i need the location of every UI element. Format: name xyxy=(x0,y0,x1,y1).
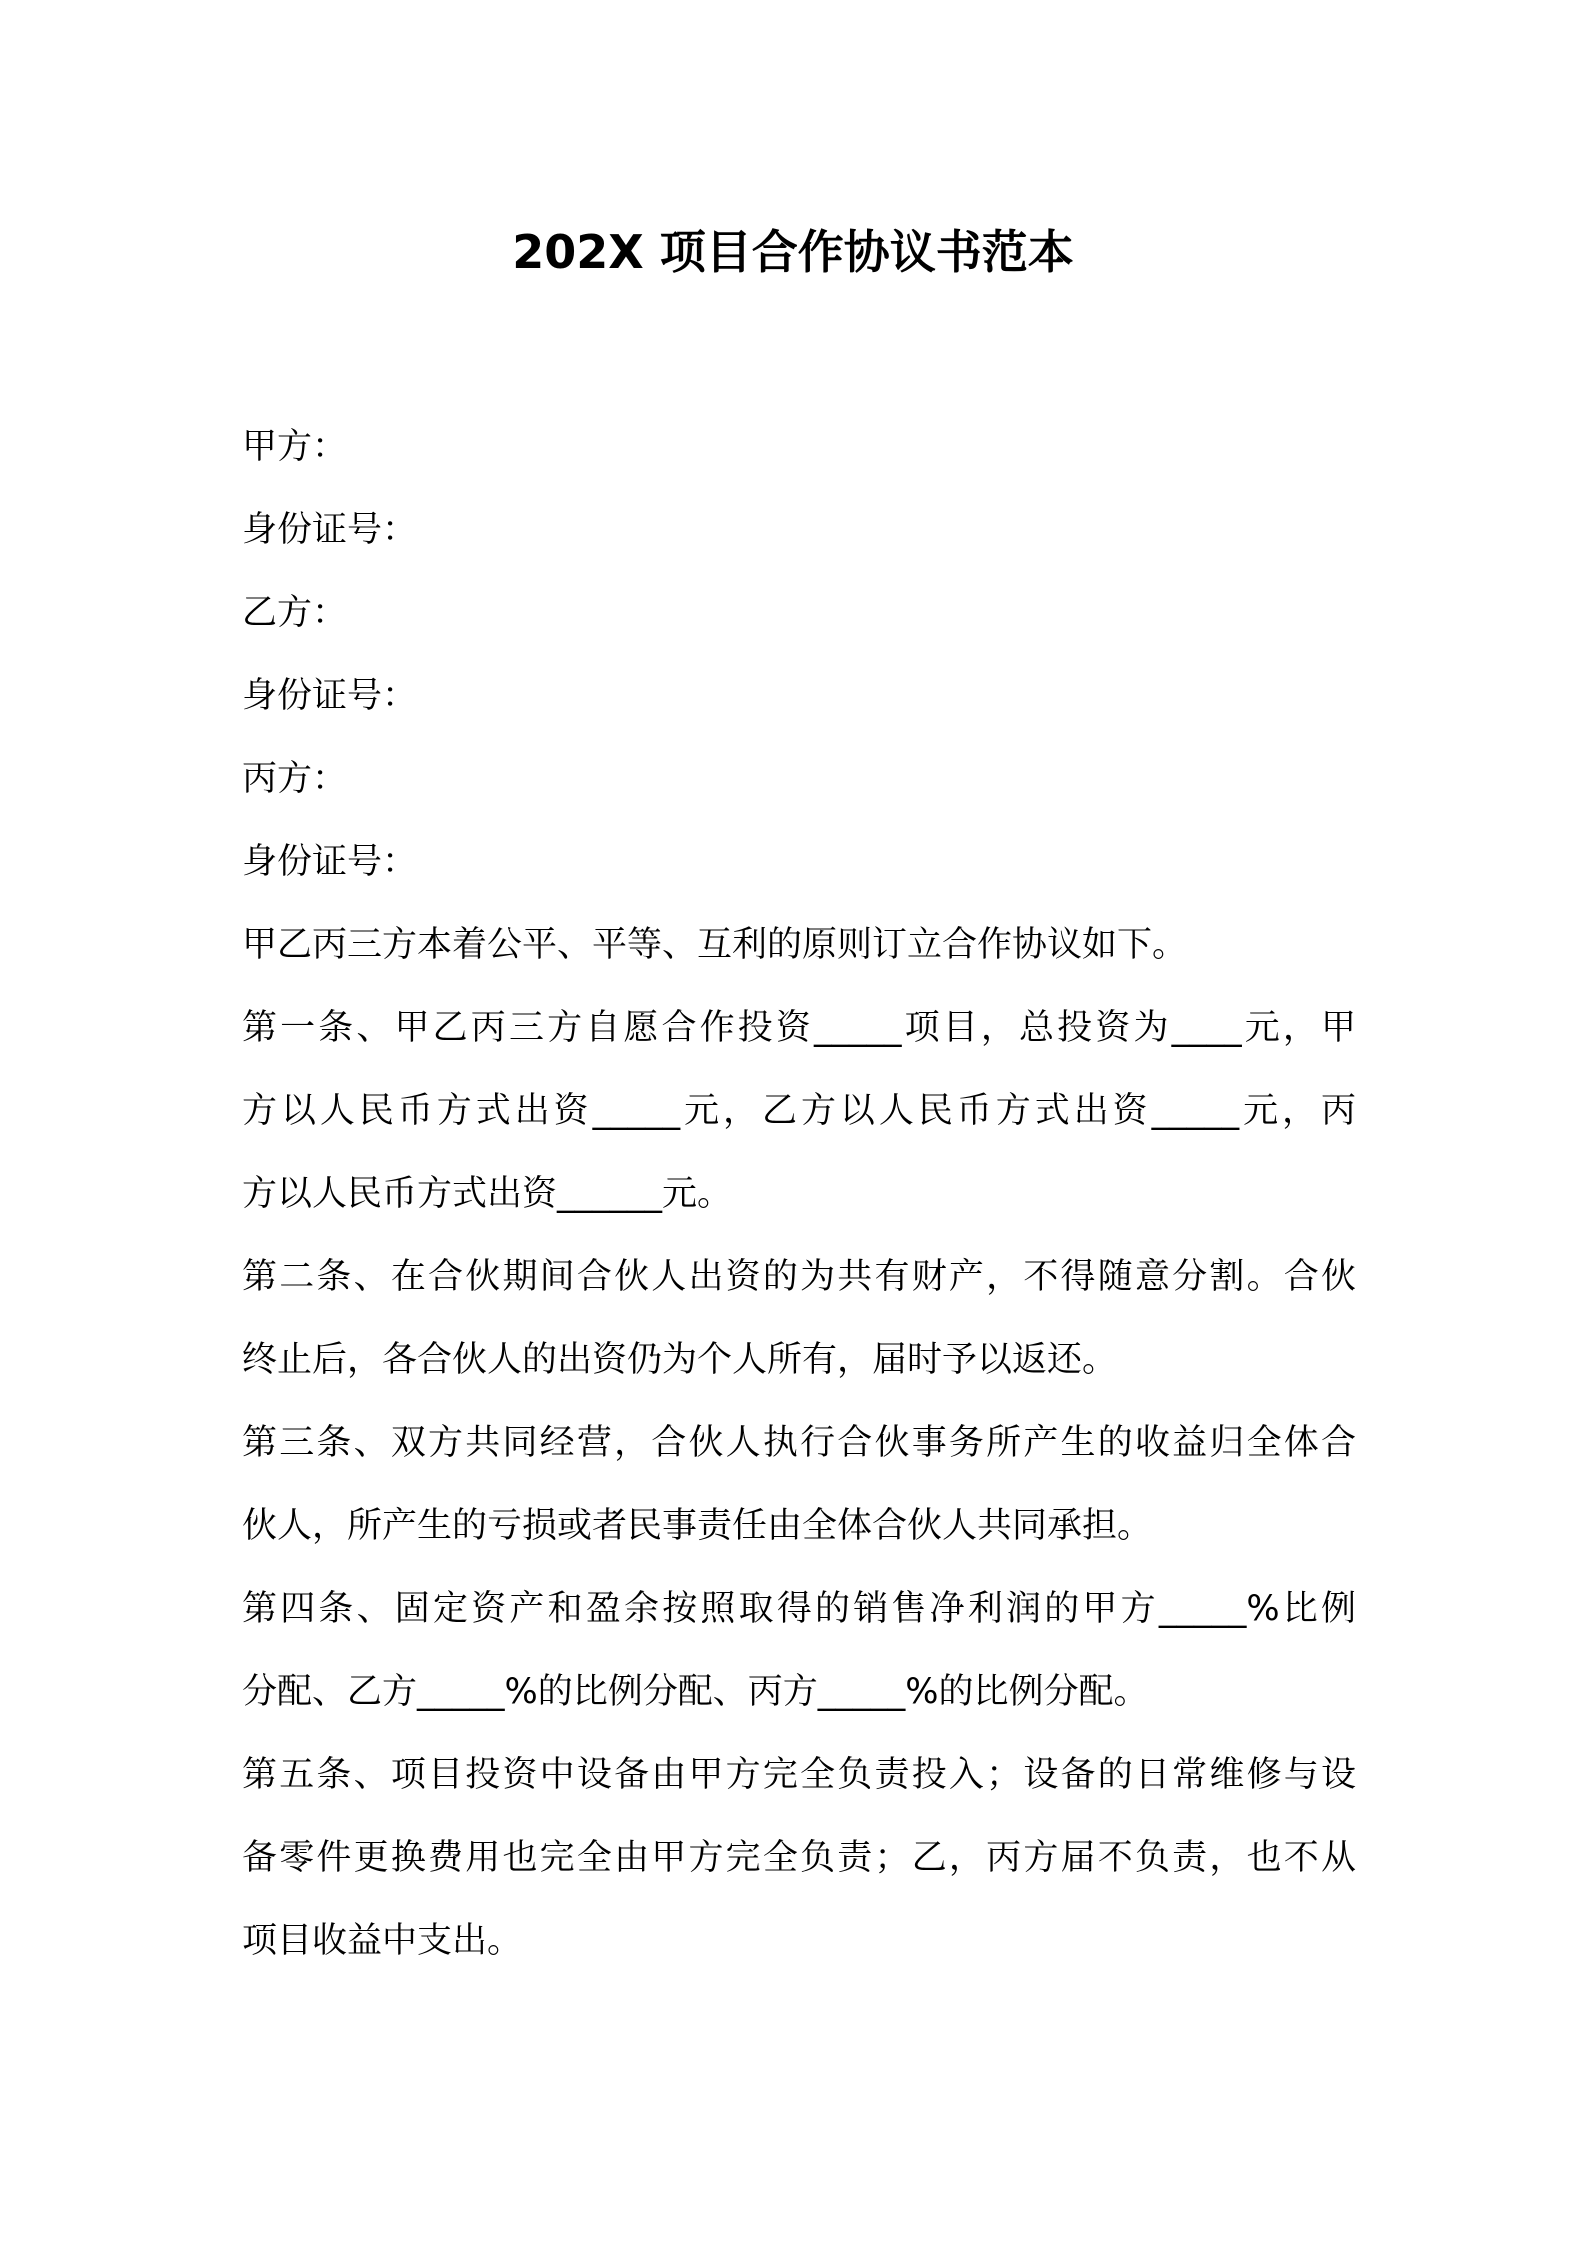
document-title: 202X 项目合作协议书范本 xyxy=(512,225,1074,279)
article-3 xyxy=(242,1402,1356,1568)
article-4 xyxy=(242,1568,1356,1734)
article-2-line: 终止后，各合伙人的出资仍为个人所有，届时予以返还。 xyxy=(242,1340,1118,1380)
article-3-line: 伙人，所产生的亏损或者民事责任由全体合伙人共同承担。 xyxy=(242,1506,1153,1546)
article-4-line: 第四条、固定资产和盈余按照取得的销售净利润的甲方_____%比例 xyxy=(242,1589,1356,1629)
party-a-id-field: 身份证号： xyxy=(242,510,418,550)
article-3-line: 第三条、双方共同经营，合伙人执行合伙事务所产生的收益归全体合 xyxy=(242,1423,1356,1463)
article-5-line: 第五条、项目投资中设备由甲方完全负责投入；设备的日常维修与设 xyxy=(242,1755,1356,1795)
party-a-field: 甲方： xyxy=(242,427,348,467)
article-2-line: 第二条、在合伙期间合伙人出资的为共有财产，不得随意分割。合伙 xyxy=(242,1257,1356,1297)
article-1 xyxy=(242,987,1356,1236)
article-1-line: 方以人民币方式出资_____元，乙方以人民币方式出资_____元，丙 xyxy=(242,1091,1356,1131)
party-c-field: 丙方： xyxy=(242,759,348,799)
article-5-line: 项目收益中支出。 xyxy=(242,1921,523,1961)
article-5 xyxy=(242,1734,1356,1983)
article-2 xyxy=(242,1236,1356,1402)
party-b-field: 乙方： xyxy=(242,593,348,633)
party-b-id-field: 身份证号： xyxy=(242,676,418,716)
article-1-line: 第一条、甲乙丙三方自愿合作投资_____项目，总投资为____元，甲 xyxy=(242,1008,1356,1048)
article-5-line: 备零件更换费用也完全由甲方完全负责；乙，丙方届不负责，也不从 xyxy=(242,1838,1356,1878)
article-4-line: 分配、乙方_____%的比例分配、丙方_____%的比例分配。 xyxy=(242,1672,1149,1712)
preamble-text: 甲乙丙三方本着公平、平等、互利的原则订立合作协议如下。 xyxy=(242,925,1188,965)
article-1-line: 方以人民币方式出资______元。 xyxy=(242,1174,733,1214)
document-body xyxy=(242,406,1356,1983)
party-c-id-field: 身份证号： xyxy=(242,842,418,882)
